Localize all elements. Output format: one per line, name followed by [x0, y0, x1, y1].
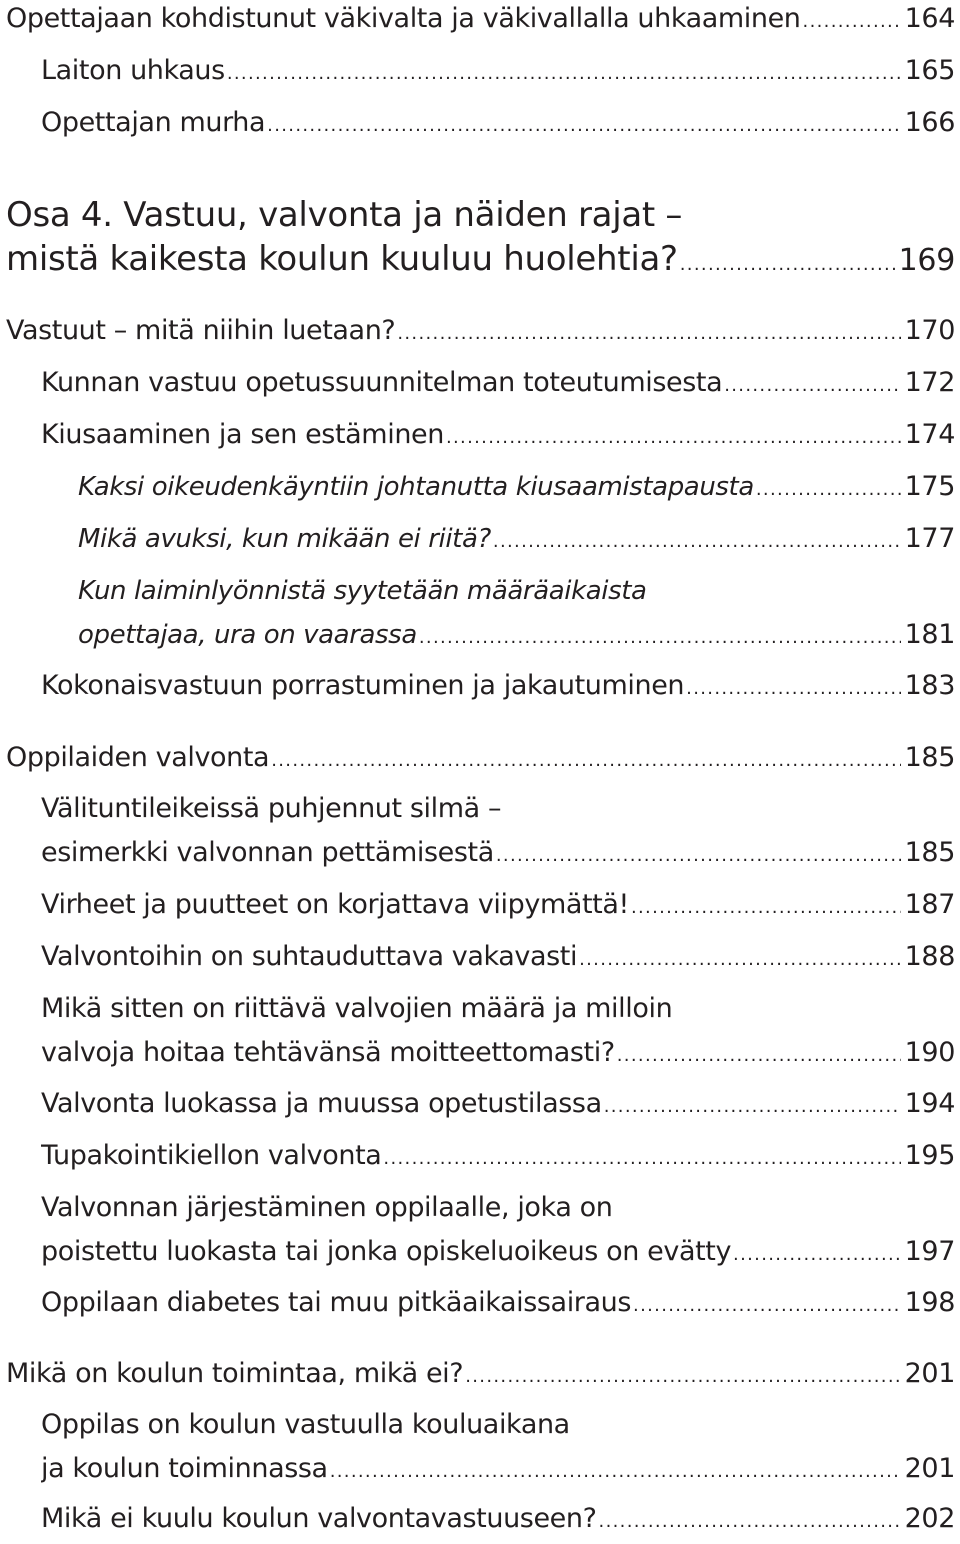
toc-entry	[41, 361, 955, 408]
toc-entry-title: Valvonta luokassa ja muussa opetustilassa	[41, 1088, 602, 1119]
toc-entry-title: Kunnan vastuu opetussuunnitelman toteutumisesta	[41, 367, 723, 398]
toc-entry-page: 188	[904, 941, 955, 972]
toc-entry-title: Valvontoihin on suhtauduttava vakavasti	[41, 941, 578, 972]
toc-entry	[6, 309, 955, 356]
toc-entry-page: 185	[904, 837, 955, 868]
toc-entry-title: Valvonnan järjestäminen oppilaalle, joka on	[41, 1192, 613, 1223]
toc-entry-page: 201	[904, 1358, 955, 1389]
toc-part-heading	[6, 193, 955, 287]
toc-entry	[78, 465, 955, 512]
toc-entry-page: 197	[904, 1236, 955, 1267]
toc-entry-title: Välituntileikeissä puhjennut silmä –	[41, 793, 502, 824]
toc-entry-page: 175	[904, 471, 955, 502]
toc-entry-page: 185	[904, 742, 955, 773]
toc-entry	[41, 1186, 955, 1277]
toc-entry-page: 202	[904, 1503, 955, 1534]
toc-entry	[41, 1281, 955, 1328]
toc-entry	[41, 1134, 955, 1181]
toc-entry-title: Kokonaisvastuun porrastuminen ja jakautuminen	[41, 670, 685, 701]
toc-entry-page: 174	[904, 419, 955, 450]
toc-entry	[41, 987, 955, 1078]
toc-entry-page: 172	[904, 367, 955, 398]
toc-entry	[6, 1352, 955, 1399]
toc-entry-page: 181	[904, 619, 955, 650]
toc-entry	[41, 935, 955, 982]
toc-entry-page: 190	[904, 1037, 955, 1068]
toc-entry-title: Oppilas on koulun vastuulla kouluaikana	[41, 1409, 570, 1440]
toc-entry-page: 195	[904, 1140, 955, 1171]
toc-entry	[6, 0, 955, 44]
toc-entry-title: mistä kaikesta koulun kuuluu huolehtia?	[6, 239, 678, 279]
toc-entry	[78, 569, 955, 660]
toc-entry-page: 166	[904, 107, 955, 138]
toc-entry	[41, 101, 955, 148]
toc-entry-page: 201	[904, 1453, 955, 1484]
toc-entry	[41, 883, 955, 930]
toc-entry-title: Osa 4. Vastuu, valvonta ja näiden rajat –	[6, 195, 683, 235]
toc-entry	[41, 664, 955, 711]
toc-entry-page: 177	[904, 523, 955, 554]
toc-entry	[6, 736, 955, 783]
toc-entry-title: Mikä ei kuulu koulun valvontavastuuseen?	[41, 1503, 597, 1534]
toc-entry	[41, 49, 955, 96]
toc-entry-page: 169	[898, 243, 955, 278]
toc-entry	[41, 413, 955, 460]
toc-entry-title: Laiton uhkaus	[41, 55, 225, 86]
toc-entry-page: 194	[904, 1088, 955, 1119]
toc-entry-title: Kaksi oikeudenkäyntiin johtanutta kiusaamistapausta	[78, 472, 754, 502]
toc-entry-page: 198	[904, 1287, 955, 1318]
toc-entry-title: Virheet ja puutteet on korjattava viipymättä!	[41, 889, 629, 920]
toc-entry-title: valvoja hoitaa tehtävänsä moitteettomasti?	[41, 1037, 615, 1068]
toc-entry-title: Kiusaaminen ja sen estäminen	[41, 419, 444, 450]
toc-entry-title: Mikä sitten on riittävä valvojien määrä ja milloin	[41, 993, 673, 1024]
toc-entry-title: Kun laiminlyönnistä syytetään määräaikaista	[78, 576, 647, 606]
toc-entry-title: Opettajan murha	[41, 107, 266, 138]
toc-entry-title: esimerkki valvonnan pettämisestä	[41, 837, 494, 868]
toc-entry	[41, 1403, 955, 1494]
toc-entry-title: ja koulun toiminnassa	[41, 1453, 328, 1484]
toc-entry-title: Oppilaiden valvonta	[6, 742, 270, 773]
toc-entry-title: Opettajaan kohdistunut väkivalta ja väkivallalla uhkaaminen	[6, 3, 801, 34]
toc-entry-title: Tupakointikiellon valvonta	[41, 1140, 382, 1171]
toc-entry-page: 170	[904, 315, 955, 346]
toc-entry-page: 165	[904, 55, 955, 86]
toc-entry-page: 183	[904, 670, 955, 701]
toc-entry	[41, 1082, 955, 1129]
toc-entry	[41, 787, 955, 878]
toc-entry	[78, 517, 955, 564]
toc-entry-title: Mikä on koulun toimintaa, mikä ei?	[6, 1358, 464, 1389]
toc-entry-title: poistettu luokasta tai jonka opiskeluoikeus on evätty	[41, 1236, 732, 1267]
toc-entry-title: Oppilaan diabetes tai muu pitkäaikaissairaus	[41, 1287, 632, 1318]
toc-entry-title: Vastuut – mitä niihin luetaan?	[6, 315, 396, 346]
toc-entry-page: 187	[904, 889, 955, 920]
toc-entry-title: opettajaa, ura on vaarassa	[78, 620, 417, 650]
toc-entry-title: Mikä avuksi, kun mikään ei riitä?	[78, 524, 491, 554]
toc-entry-page: 164	[904, 3, 955, 34]
toc-entry	[41, 1497, 955, 1544]
